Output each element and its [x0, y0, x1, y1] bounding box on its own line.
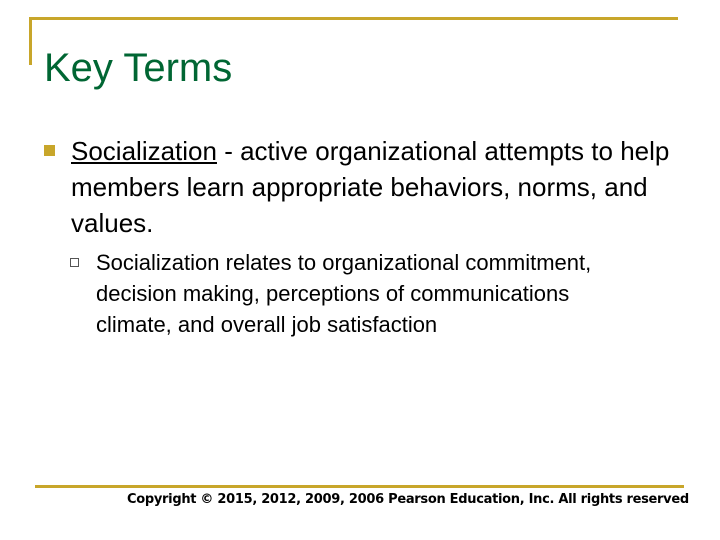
hollow-square-bullet-icon [70, 258, 79, 267]
left-rule [29, 17, 32, 65]
sub-bullet-item [70, 247, 650, 340]
square-bullet-icon [44, 145, 55, 156]
slide-title: Key Terms [44, 46, 233, 90]
term: Socialization [71, 136, 217, 166]
bullet-item [44, 133, 684, 241]
bottom-rule [35, 485, 684, 488]
top-rule [29, 17, 678, 20]
copyright-footer: Copyright © 2015, 2012, 2009, 2006 Pearson Education, Inc. All rights reserved [127, 492, 689, 507]
definition: - active organizational attempts to help members learn appropriate behaviors, norms, and values. [71, 136, 670, 238]
sub-bullet-text: Socialization relates to organizational commitment, decision making, perceptions of communications climate, and overall job satisfaction [96, 250, 592, 337]
